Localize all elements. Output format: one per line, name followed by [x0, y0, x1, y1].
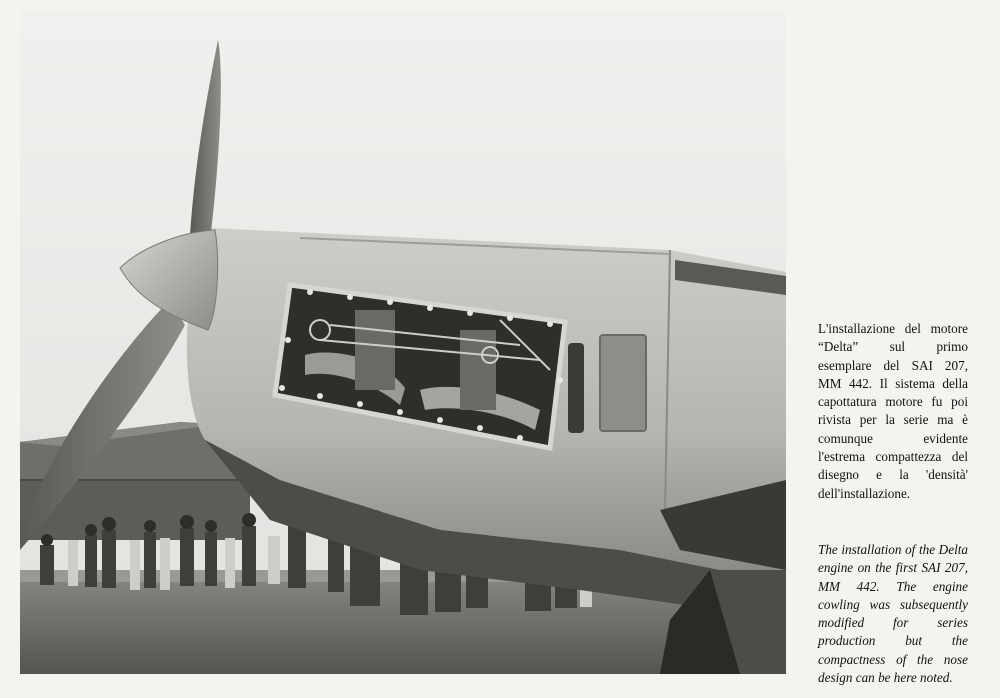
caption-english: The installation of the Delta engine on the first SAI 207, MM 442. The engine cowling was subsequently modified for series production but the compactness of the nose design can be here noted.	[818, 542, 968, 686]
aircraft-engine-photo	[20, 10, 786, 674]
caption-italian: L'installazione del motore “Delta” sul primo esemplare del SAI 207, MM 442. Il sistema della capottatura motore fu poi rivista per la serie ma è comunque evidente l'estrema compattezza del disegno e la 'densità' dell'installazione.	[818, 321, 968, 501]
photo-illustration	[20, 10, 786, 674]
